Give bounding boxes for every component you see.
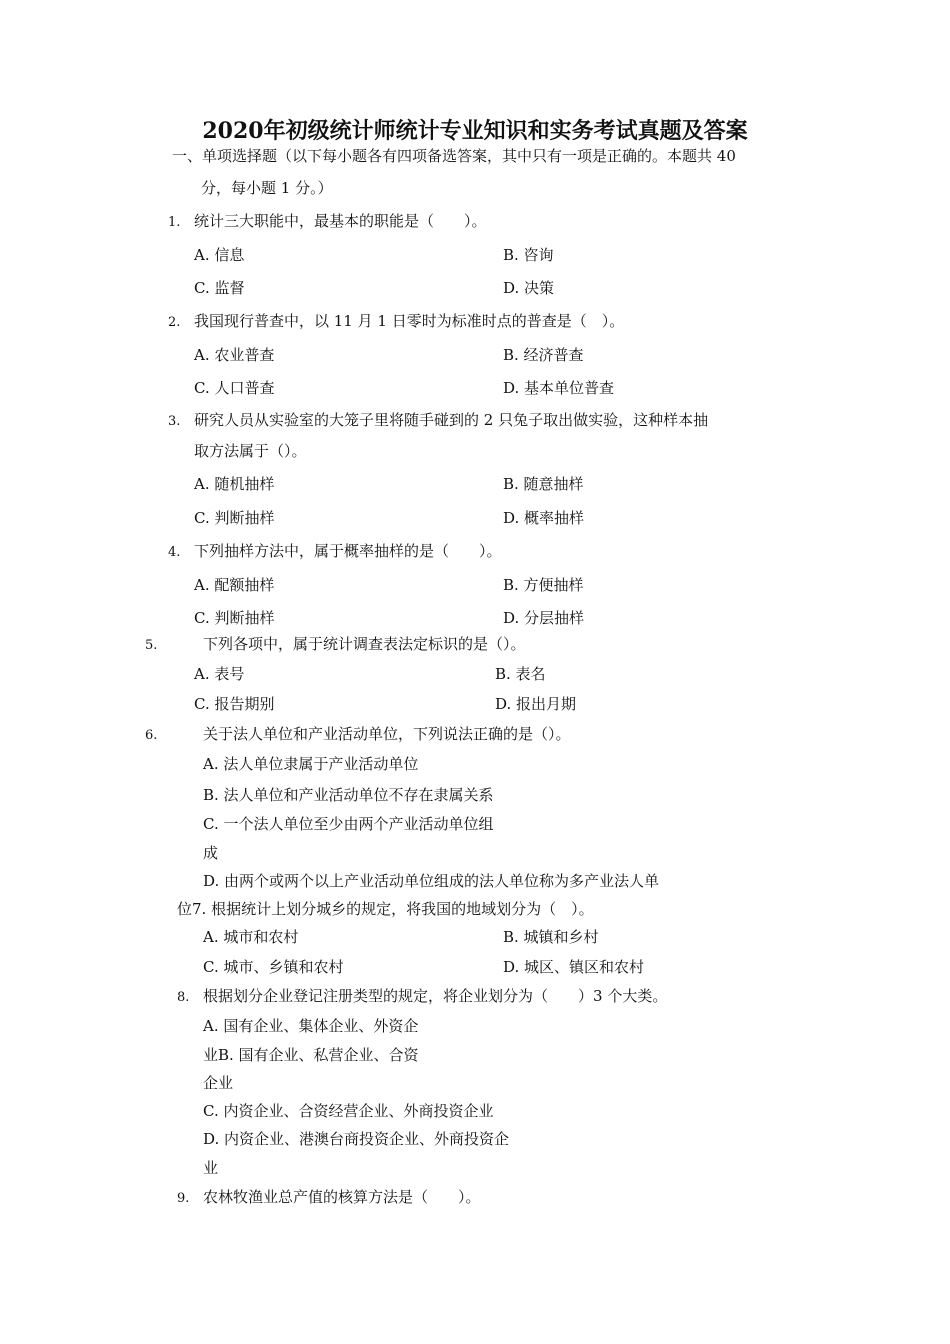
question-3-text-cont: 取方法属于（）。 — [194, 442, 307, 460]
question-3-option-d: D. 概率抽样 — [503, 509, 585, 527]
question-8-option-c: C. 内资企业、合资经营企业、外商投资企业 — [203, 1102, 494, 1120]
question-2-option-a: A. 农业普查 — [194, 346, 275, 364]
question-6-option-a: A. 法人单位隶属于产业活动单位 — [203, 755, 419, 773]
question-2-option-b: B. 经济普查 — [503, 346, 584, 364]
question-7-text: 7. 根据统计上划分城乡的规定，将我国的地域划分为（ ）。 — [192, 900, 594, 918]
question-4-option-d: D. 分层抽样 — [503, 609, 585, 627]
question-5-number: 5. — [145, 638, 158, 653]
question-3-number: 3. — [168, 414, 181, 429]
question-5-option-c: C. 报告期别 — [194, 695, 275, 713]
question-4-option-a: A. 配额抽样 — [194, 576, 275, 594]
question-1-option-b: B. 咨询 — [503, 246, 554, 264]
question-6-option-c: C. 一个法人单位至少由两个产业活动单位组 — [203, 815, 494, 833]
question-8-option-d: D. 内资企业、港澳台商投资企业、外商投资企 — [203, 1130, 510, 1148]
question-8-text: 根据划分企业登记注册类型的规定，将企业划分为（ ）3 个大类。 — [203, 987, 668, 1005]
question-8-number: 8. — [177, 990, 190, 1005]
question-3-option-c: C. 判断抽样 — [194, 509, 275, 527]
question-4-option-b: B. 方便抽样 — [503, 576, 584, 594]
question-5-option-b: B. 表名 — [495, 665, 546, 683]
question-1-number: 1. — [168, 215, 181, 230]
question-1-option-c: C. 监督 — [194, 279, 245, 297]
question-3-option-a: A. 随机抽样 — [194, 475, 275, 493]
question-4-text: 下列抽样方法中，属于概率抽样的是（ ）。 — [194, 542, 502, 560]
question-8-option-b: 业B. 国有企业、私营企业、合资 — [203, 1046, 419, 1064]
question-3-text: 研究人员从实验室的大笼子里将随手碰到的 2 只兔子取出做实验，这种样本抽 — [194, 411, 709, 429]
question-7-option-b: B. 城镇和乡村 — [503, 928, 599, 946]
question-6-option-b: B. 法人单位和产业活动单位不存在隶属关系 — [203, 786, 494, 804]
question-2-number: 2. — [168, 315, 181, 330]
question-5-option-a: A. 表号 — [194, 665, 245, 683]
question-6-number: 6. — [145, 728, 158, 743]
question-9-number: 9. — [177, 1191, 190, 1206]
question-7-option-c: C. 城市、乡镇和农村 — [203, 958, 344, 976]
question-7-option-a: A. 城市和农村 — [203, 928, 299, 946]
question-6-option-c-cont: 成 — [203, 844, 219, 862]
question-7-option-d: D. 城区、镇区和农村 — [503, 958, 645, 976]
question-1-text: 统计三大职能中，最基本的职能是（ ）。 — [194, 212, 487, 230]
question-8-option-d-cont: 业 — [203, 1159, 219, 1177]
question-2-option-c: C. 人口普查 — [194, 379, 275, 397]
question-1-option-d: D. 决策 — [503, 279, 555, 297]
question-4-number: 4. — [168, 545, 181, 560]
question-2-option-d: D. 基本单位普查 — [503, 379, 615, 397]
question-1-option-a: A. 信息 — [194, 246, 245, 264]
section-heading-cont: 分，每小题 1 分。） — [201, 179, 333, 197]
question-5-text: 下列各项中，属于统计调查表法定标识的是（）。 — [203, 635, 526, 653]
question-6-option-d: D. 由两个或两个以上产业活动单位组成的法人单位称为多产业法人单 — [203, 872, 660, 890]
question-6-text: 关于法人单位和产业活动单位，下列说法正确的是（）。 — [203, 725, 571, 743]
question-3-option-b: B. 随意抽样 — [503, 475, 584, 493]
question-8-option-a: A. 国有企业、集体企业、外资企 — [203, 1017, 419, 1035]
question-4-option-c: C. 判断抽样 — [194, 609, 275, 627]
document-title: 2020年初级统计师统计专业知识和实务考试真题及答案 — [202, 118, 748, 144]
question-6-option-d-cont: 位 — [177, 900, 193, 918]
section-heading: 一、单项选择题（以下每小题各有四项备选答案，其中只有一项是正确的。本题共 40 — [172, 147, 736, 165]
question-5-option-d: D. 报出月期 — [495, 695, 577, 713]
question-9-text: 农林牧渔业总产值的核算方法是（ ）。 — [203, 1188, 481, 1206]
question-2-text: 我国现行普查中，以 11 月 1 日零时为标准时点的普查是（ ）。 — [194, 312, 625, 330]
question-8-option-b-cont: 企业 — [203, 1074, 234, 1092]
